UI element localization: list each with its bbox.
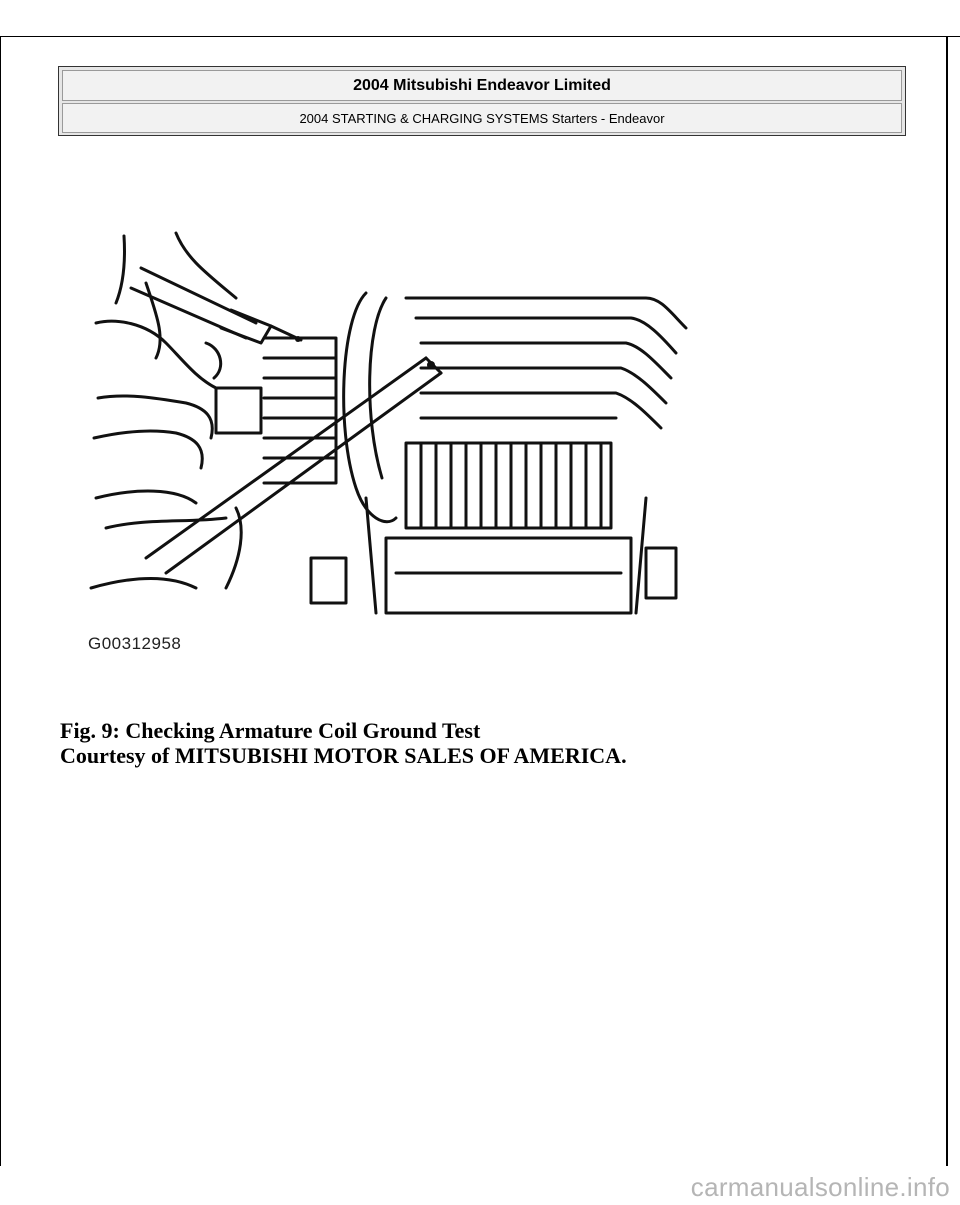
page-frame-right <box>946 36 948 1166</box>
figure-caption: Fig. 9: Checking Armature Coil Ground Test <box>60 718 481 743</box>
figure-id-label: G00312958 <box>88 634 182 653</box>
armature-ground-test-illustration <box>86 228 696 658</box>
section-subtitle: 2004 STARTING & CHARGING SYSTEMS Starters - Endeavor <box>62 103 902 133</box>
document-header <box>58 66 906 136</box>
watermark-text: carmanualsonline.info <box>690 1172 950 1202</box>
page-frame-top <box>0 36 960 37</box>
figure-courtesy: Courtesy of MITSUBISHI MOTOR SALES OF AMERICA. <box>60 743 627 768</box>
page-frame-left <box>0 36 1 1166</box>
vehicle-title: 2004 Mitsubishi Endeavor Limited <box>62 70 902 101</box>
figure-caption-block <box>60 718 627 768</box>
